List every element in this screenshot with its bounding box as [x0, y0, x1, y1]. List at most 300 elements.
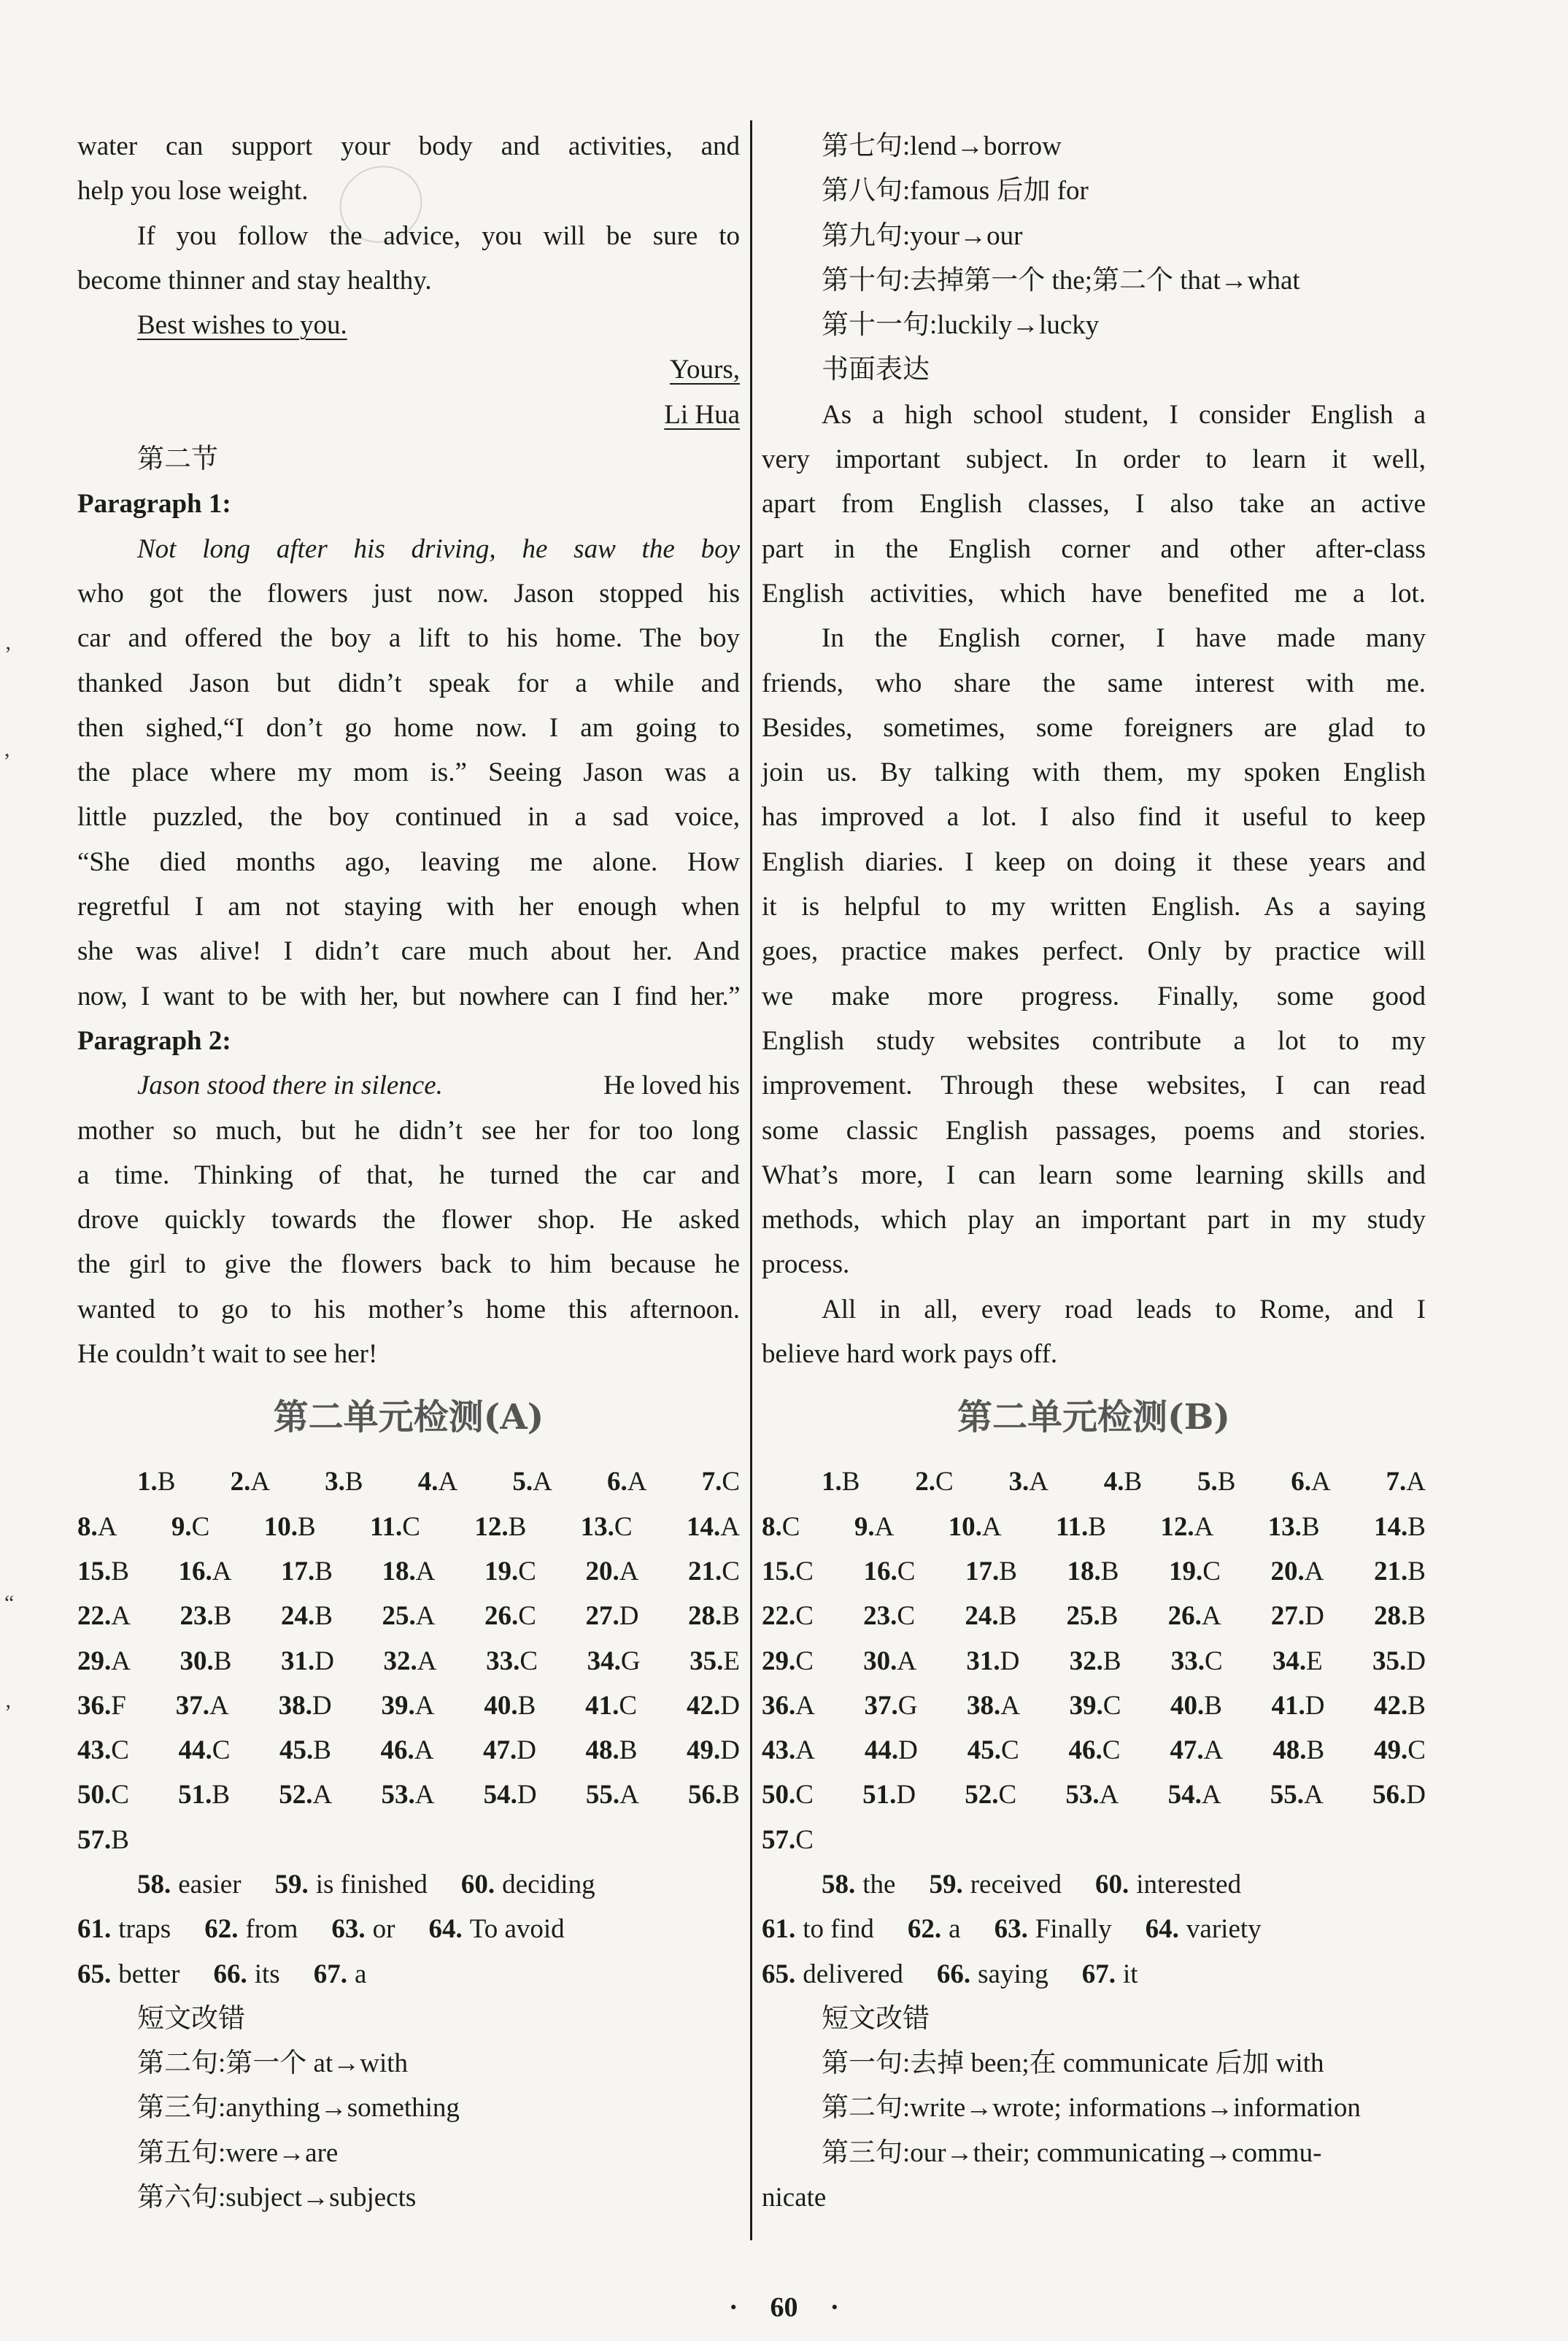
answer-value: A	[1201, 1601, 1221, 1632]
fill-item	[461, 1862, 595, 1907]
answer-number: 37.	[864, 1690, 898, 1721]
answer-row	[77, 1459, 740, 1504]
answer-item	[965, 1594, 1016, 1638]
correction-title: 短文改错	[822, 2003, 930, 2034]
fill-number: 61.	[77, 1914, 112, 1945]
answer-value: B	[344, 1467, 363, 1497]
answer-item	[176, 1684, 229, 1728]
answer-item	[586, 1594, 639, 1638]
essay-line: we make more progress. Finally, some good	[762, 981, 1426, 1011]
answer-number: 47.	[1170, 1735, 1204, 1766]
answer-item	[1008, 1459, 1048, 1504]
answer-item	[762, 1818, 814, 1862]
answer-item	[762, 1505, 800, 1549]
fill-value: a	[354, 1959, 367, 1989]
answer-value: C	[998, 1780, 1017, 1810]
answer-row	[77, 1594, 740, 1638]
answer-value: A	[111, 1601, 131, 1632]
answer-value: D	[720, 1690, 740, 1721]
answer-value: B	[212, 1780, 231, 1810]
answer-number: 40.	[484, 1690, 518, 1721]
test-title: 第二单元检测(B)	[957, 1397, 1230, 1438]
answer-number: 43.	[77, 1735, 112, 1766]
fill-item	[822, 1862, 895, 1907]
answer-value: A	[438, 1467, 458, 1497]
answer-number: 21.	[1374, 1556, 1408, 1586]
answer-item	[1065, 1773, 1119, 1817]
answer-number: 18.	[382, 1556, 416, 1586]
answer-item	[762, 1728, 815, 1773]
answer-value: A	[111, 1646, 131, 1676]
opening-rest: He loved his	[603, 1071, 740, 1101]
answer-row	[77, 1818, 740, 1862]
answer-value: D	[1000, 1646, 1020, 1676]
answer-row	[762, 1684, 1426, 1728]
answer-number: 52.	[279, 1780, 313, 1810]
left-column	[77, 124, 740, 2220]
answer-value: G	[620, 1646, 641, 1676]
fill-number: 65.	[762, 1959, 796, 1989]
answer-item	[1270, 1773, 1324, 1817]
answer-value: C	[1407, 1735, 1426, 1766]
correction-line: 第十句:去掉第一个 the;第二个 that→what	[822, 265, 1300, 296]
answer-number: 6.	[606, 1467, 627, 1497]
answer-value: A	[1000, 1690, 1021, 1721]
answer-value: A	[795, 1735, 815, 1766]
answer-number: 50.	[762, 1780, 796, 1810]
answer-number: 51.	[178, 1780, 212, 1810]
answer-value: A	[209, 1690, 229, 1721]
answer-value: D	[898, 1735, 918, 1766]
answer-number: 17.	[281, 1556, 315, 1586]
answer-item	[380, 1728, 433, 1773]
answer-number: 3.	[1008, 1467, 1030, 1497]
fill-number: 58.	[137, 1869, 171, 1900]
answer-number: 53.	[381, 1780, 415, 1810]
paragraph-label: Paragraph 1:	[77, 489, 231, 520]
fill-item	[77, 1907, 171, 1951]
text-line: who got the flowers just now. Jason stopped his	[77, 578, 740, 609]
answer-number: 52.	[965, 1780, 999, 1810]
answer-number: 38.	[967, 1690, 1001, 1721]
answer-item	[474, 1505, 526, 1549]
answer-item	[688, 1549, 740, 1594]
answer-value: C	[1000, 1735, 1019, 1766]
answer-number: 30.	[863, 1646, 897, 1676]
answer-value: B	[1407, 1601, 1426, 1632]
fill-value: traps	[118, 1914, 171, 1945]
test-title: 第二单元检测(A)	[273, 1397, 544, 1438]
fill-row	[77, 1907, 740, 1951]
answer-value: D	[720, 1735, 740, 1766]
answer-number: 57.	[762, 1824, 796, 1855]
answer-number: 32.	[383, 1646, 417, 1676]
answer-number: 44.	[178, 1735, 212, 1766]
essay-line: it is helpful to my written English. As a saying	[762, 892, 1426, 922]
answer-value: B	[111, 1556, 129, 1586]
fill-value: to find	[803, 1914, 874, 1945]
answer-row	[762, 1505, 1426, 1549]
answer-number: 4.	[417, 1467, 439, 1497]
answer-number: 37.	[175, 1690, 209, 1721]
answer-item	[1168, 1594, 1221, 1638]
answer-value: B	[1100, 1556, 1119, 1586]
answer-value: A	[897, 1646, 917, 1676]
fill-answers	[77, 1862, 740, 1997]
correction-line: 第三句:anything→something	[137, 2093, 460, 2124]
answer-item	[381, 1684, 434, 1728]
answer-number: 13.	[580, 1511, 614, 1542]
margin-mark: ,	[4, 737, 10, 761]
answer-item	[1070, 1684, 1121, 1728]
answer-number: 24.	[965, 1601, 999, 1632]
answer-value: C	[1102, 1735, 1121, 1766]
answer-key	[77, 1459, 740, 1862]
answer-number: 24.	[281, 1601, 315, 1632]
answer-item	[586, 1549, 639, 1594]
answer-number: 34.	[587, 1646, 621, 1676]
essay-line: very important subject. In order to learn it well,	[762, 444, 1426, 475]
answer-number: 43.	[762, 1735, 796, 1766]
fill-value: Finally	[1035, 1914, 1112, 1945]
answer-value: B	[998, 1601, 1017, 1632]
answer-value: C	[518, 1556, 536, 1586]
answer-number: 36.	[77, 1690, 112, 1721]
answer-value: B	[722, 1780, 740, 1810]
fill-item	[213, 1952, 279, 1997]
correction-line: 第十一句:luckily→lucky	[822, 310, 1100, 341]
answer-value: B	[1100, 1601, 1119, 1632]
answer-value: A	[981, 1511, 1002, 1542]
answer-item	[688, 1594, 740, 1638]
answer-number: 42.	[687, 1690, 721, 1721]
essay-line: believe hard work pays off.	[762, 1339, 1058, 1370]
answer-number: 16.	[863, 1556, 897, 1586]
fill-number: 64.	[1145, 1914, 1179, 1945]
answer-value: B	[1124, 1467, 1143, 1497]
answer-number: 25.	[382, 1601, 416, 1632]
answer-item	[864, 1549, 916, 1594]
answer-item	[762, 1773, 814, 1817]
answer-value: B	[1306, 1735, 1325, 1766]
fill-item	[204, 1907, 298, 1951]
fill-item	[762, 1952, 903, 1997]
answer-value: B	[1407, 1556, 1426, 1586]
section-title: 第二节	[137, 444, 218, 475]
answer-item	[512, 1459, 552, 1504]
fill-item	[1095, 1862, 1241, 1907]
essay-line: Besides, sometimes, some foreigners are glad to	[762, 712, 1426, 743]
answer-item	[586, 1773, 639, 1817]
fill-value: it	[1123, 1959, 1138, 1989]
answer-number: 2.	[230, 1467, 251, 1497]
answer-value: A	[415, 1601, 436, 1632]
answer-item	[381, 1773, 434, 1817]
correction-line: 第八句:famous 后加 for	[822, 176, 1089, 207]
answer-number: 3.	[325, 1467, 345, 1497]
answer-number: 9.	[854, 1511, 875, 1542]
answer-item	[484, 1594, 536, 1638]
answer-item	[484, 1773, 537, 1817]
answer-value: A	[417, 1646, 437, 1676]
answer-number: 19.	[1169, 1556, 1203, 1586]
answer-item	[762, 1549, 814, 1594]
answer-row	[77, 1773, 740, 1817]
paragraph-label: Paragraph 2:	[77, 1025, 231, 1056]
answer-number: 1.	[822, 1467, 842, 1497]
fill-value: or	[372, 1914, 395, 1945]
text-line: the place where my mom is.” Seeing Jason was a	[77, 757, 740, 788]
answer-value: C	[614, 1511, 633, 1542]
answer-item	[687, 1684, 740, 1728]
answer-item	[279, 1684, 332, 1728]
answer-item	[264, 1505, 316, 1549]
answer-number: 27.	[1270, 1601, 1305, 1632]
answer-row	[762, 1549, 1426, 1594]
text-line: little puzzled, the boy continued in a sad voice,	[77, 802, 740, 833]
answer-value: D	[314, 1646, 334, 1676]
correction-line: 第六句:subject→subjects	[137, 2183, 417, 2213]
fill-item	[314, 1952, 367, 1997]
answer-item	[1291, 1459, 1330, 1504]
answer-number: 55.	[585, 1780, 620, 1810]
fill-item	[1146, 1907, 1262, 1951]
fill-number: 66.	[213, 1959, 247, 1989]
fill-row	[762, 1862, 1426, 1907]
answer-item	[1374, 1684, 1426, 1728]
answer-value: C	[722, 1556, 740, 1586]
answer-value: B	[314, 1601, 333, 1632]
answer-value: B	[1204, 1690, 1222, 1721]
essay-line: As a high school student, I consider English a	[822, 399, 1426, 430]
answer-value: A	[627, 1467, 647, 1497]
answer-value: A	[97, 1511, 117, 1542]
text-line: the girl to give the flowers back to him because he	[77, 1249, 740, 1280]
writing-title: 书面表达	[822, 355, 930, 385]
answer-number: 33.	[1170, 1646, 1205, 1676]
fill-number: 59.	[929, 1869, 963, 1900]
answer-value: D	[1406, 1646, 1426, 1676]
answer-item	[822, 1459, 860, 1504]
answer-item	[762, 1684, 815, 1728]
answer-value: A	[533, 1467, 552, 1497]
page-dot: ·	[830, 2292, 840, 2323]
answer-value: B	[999, 1556, 1017, 1586]
answer-number: 4.	[1103, 1467, 1124, 1497]
answer-item	[862, 1773, 916, 1817]
answer-value: B	[314, 1556, 333, 1586]
answer-item	[281, 1549, 333, 1594]
answer-number: 28.	[688, 1601, 722, 1632]
answer-item	[1169, 1549, 1221, 1594]
answer-item	[1069, 1728, 1121, 1773]
answer-value: C	[795, 1646, 814, 1676]
answer-item	[586, 1728, 638, 1773]
answer-item	[865, 1684, 918, 1728]
fill-item	[428, 1907, 564, 1951]
answer-value: B	[213, 1646, 232, 1676]
answer-item	[178, 1728, 230, 1773]
text-line: help you lose weight.	[77, 176, 309, 207]
correction-line: 第七句:lend→borrow	[822, 131, 1062, 161]
answer-item	[1386, 1459, 1426, 1504]
fill-item	[908, 1907, 961, 1951]
answer-item	[325, 1459, 363, 1504]
fill-number: 65.	[77, 1959, 112, 1989]
answer-number: 45.	[279, 1735, 314, 1766]
answer-value: C	[191, 1511, 210, 1542]
fill-value: received	[970, 1869, 1062, 1900]
answer-item	[483, 1728, 536, 1773]
answer-value: A	[619, 1780, 639, 1810]
answer-value: A	[1304, 1780, 1324, 1810]
answer-row	[77, 1549, 740, 1594]
answer-item	[966, 1639, 1019, 1684]
answer-number: 35.	[1372, 1646, 1407, 1676]
letter-signoff: Yours,	[670, 355, 740, 385]
answer-item	[915, 1459, 953, 1504]
answer-item	[77, 1505, 117, 1549]
answer-item	[281, 1639, 334, 1684]
answer-number: 26.	[484, 1601, 519, 1632]
answer-number: 49.	[1374, 1735, 1408, 1766]
answer-item	[1272, 1728, 1324, 1773]
fill-row	[762, 1907, 1426, 1951]
fill-item	[275, 1862, 428, 1907]
answer-item	[180, 1594, 232, 1638]
answer-value: A	[720, 1511, 740, 1542]
answer-item	[1374, 1728, 1426, 1773]
answer-number: 55.	[1270, 1780, 1305, 1810]
answer-item	[967, 1684, 1020, 1728]
essay-line: process.	[762, 1249, 850, 1280]
answer-item	[1271, 1594, 1324, 1638]
essay-line: some classic English passages, poems and stories.	[762, 1115, 1426, 1146]
fill-item	[1082, 1952, 1138, 1997]
column-divider	[750, 120, 752, 2240]
answer-number: 32.	[1069, 1646, 1103, 1676]
answer-value: C	[897, 1556, 916, 1586]
text-line: He couldn’t wait to see her!	[77, 1339, 378, 1370]
answer-number: 13.	[1267, 1511, 1302, 1542]
fill-value: from	[245, 1914, 298, 1945]
answer-number: 20.	[1270, 1556, 1305, 1586]
answer-row	[77, 1728, 740, 1773]
answer-item	[178, 1549, 231, 1594]
answer-value: D	[517, 1780, 537, 1810]
answer-row	[77, 1684, 740, 1728]
text-line: then sighed,“I don’t go home now. I am going to	[77, 712, 740, 743]
correction-title: 短文改错	[137, 2003, 245, 2034]
answer-number: 41.	[585, 1690, 619, 1721]
fill-value: is finished	[315, 1869, 428, 1900]
answer-value: C	[619, 1690, 638, 1721]
answer-item	[370, 1505, 420, 1549]
answer-number: 5.	[1197, 1467, 1218, 1497]
answer-value: C	[111, 1780, 129, 1810]
answer-number: 2.	[915, 1467, 935, 1497]
answer-number: 44.	[864, 1735, 899, 1766]
answer-item	[486, 1639, 538, 1684]
letter-closing: Best wishes to you.	[137, 310, 347, 341]
answer-row	[77, 1639, 740, 1684]
correction-line: nicate	[762, 2183, 827, 2213]
answer-number: 30.	[179, 1646, 214, 1676]
answer-item	[1066, 1594, 1118, 1638]
answer-number: 15.	[762, 1556, 796, 1586]
text-line: “She died months ago, leaving me alone. How	[77, 846, 740, 877]
fill-number: 61.	[762, 1914, 796, 1945]
answer-number: 31.	[966, 1646, 1000, 1676]
answer-value: C	[795, 1601, 814, 1632]
answer-value: C	[1202, 1556, 1221, 1586]
answer-item	[585, 1684, 637, 1728]
fill-item	[995, 1907, 1112, 1951]
answer-number: 17.	[965, 1556, 1000, 1586]
answer-number: 22.	[77, 1601, 112, 1632]
answer-value: D	[896, 1780, 916, 1810]
answer-item	[1372, 1639, 1426, 1684]
answer-number: 29.	[762, 1646, 796, 1676]
fill-value: deciding	[502, 1869, 595, 1900]
text-line: now, I want to be with her, but nowhere can I find her.”	[77, 981, 740, 1011]
answer-number: 48.	[1272, 1735, 1307, 1766]
answer-item	[1197, 1459, 1235, 1504]
correction-line: 第九句:your→our	[822, 220, 1023, 251]
fill-item	[331, 1907, 395, 1951]
essay-line: goes, practice makes perfect. Only by practice will	[762, 936, 1426, 967]
answer-item	[1372, 1773, 1426, 1817]
answer-item	[1374, 1594, 1426, 1638]
answer-item	[1374, 1505, 1426, 1549]
correction-line: 第五句:were→are	[137, 2137, 339, 2168]
essay-line: part in the English corner and other after-class	[762, 533, 1426, 564]
answer-item	[1271, 1684, 1324, 1728]
answer-item	[687, 1505, 740, 1549]
fill-number: 60.	[1095, 1869, 1129, 1900]
answer-number: 34.	[1272, 1646, 1307, 1676]
essay-line: English diaries. I keep on doing it these years and	[762, 846, 1426, 877]
answer-number: 26.	[1167, 1601, 1202, 1632]
answer-number: 10.	[263, 1511, 298, 1542]
answer-value: B	[508, 1511, 527, 1542]
fill-item	[762, 1907, 874, 1951]
correction-line: 第二句:第一个 at→with	[137, 2048, 409, 2079]
essay-line: English activities, which have benefited me a lot.	[762, 578, 1426, 609]
answer-item	[137, 1459, 175, 1504]
paragraph-opening: Not long after his driving, he saw the boy	[137, 533, 740, 564]
answer-number: 8.	[77, 1511, 98, 1542]
answer-item	[865, 1728, 918, 1773]
answer-number: 27.	[585, 1601, 619, 1632]
answer-value: C	[795, 1780, 814, 1810]
answer-row	[762, 1818, 1426, 1862]
answer-value: A	[1194, 1511, 1214, 1542]
answer-item	[607, 1459, 646, 1504]
answer-number: 12.	[474, 1511, 509, 1542]
answer-value: B	[1407, 1690, 1426, 1721]
fill-value: To avoid	[469, 1914, 565, 1945]
answer-value: A	[1304, 1556, 1324, 1586]
answer-item	[1160, 1505, 1213, 1549]
answer-number: 19.	[484, 1556, 519, 1586]
answer-value: B	[297, 1511, 316, 1542]
fill-number: 62.	[204, 1914, 239, 1945]
answer-value: C	[781, 1511, 800, 1542]
answer-item	[384, 1639, 437, 1684]
margin-mark: “	[4, 1591, 15, 1615]
answer-number: 42.	[1374, 1690, 1408, 1721]
